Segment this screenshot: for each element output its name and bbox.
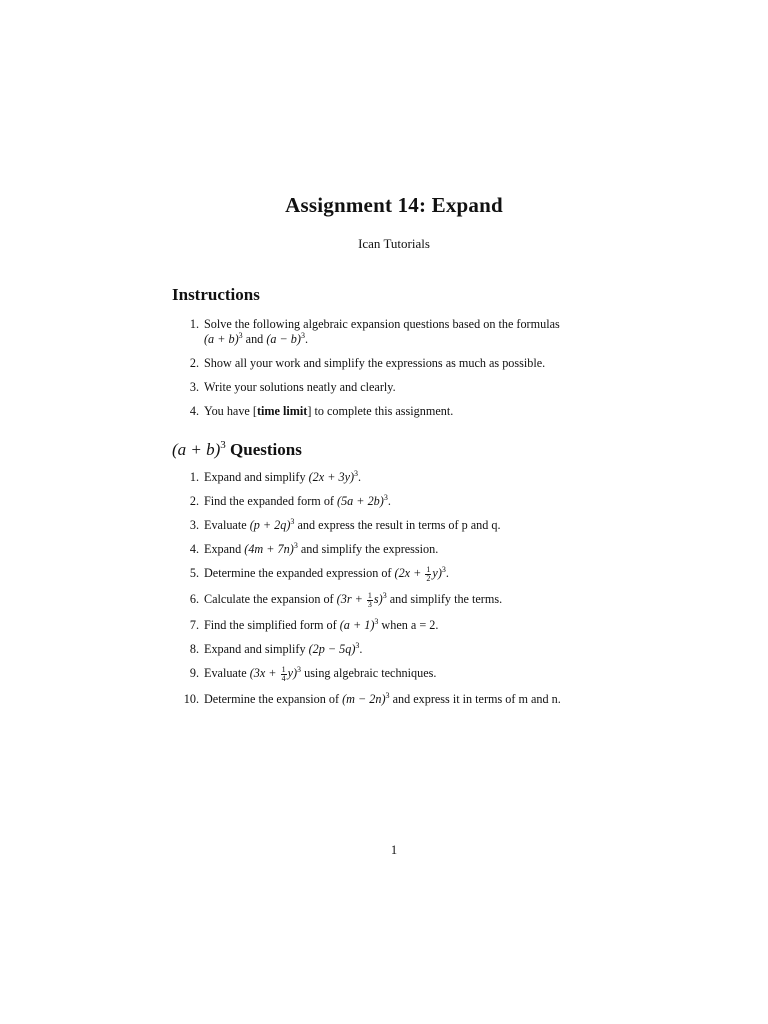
page-number: 1 <box>390 843 398 857</box>
questions-list <box>172 470 622 707</box>
fraction: $\frac{1}{3}$ <box>367 591 372 609</box>
instructions-heading: Instructions <box>172 285 260 304</box>
list-item: 6. Calculate the expansion of (3r + $\frac{1}{3}$ s)$^3$ and simplify the terms. <box>189 591 503 609</box>
fraction: $\frac{1}{2}$ <box>426 565 431 583</box>
list-item: 5. Determine the expanded expression of (2x + $\frac{1}{2}$ y)$^3$. <box>189 565 449 583</box>
list-item: 3. Write your solutions neatly and clearly. <box>189 380 396 394</box>
list-item: 9. Evaluate (3x + $\frac{1}{4}$ y)$^3$ using algebraic techniques. <box>189 665 437 683</box>
list-item: 1. Solve the following algebraic expansion questions based on the formulas $(a + b)^3$ and $(a - b)^3$. <box>189 317 560 346</box>
list-item: 10. Determine the expansion of $(m - 2n)^3$ and express it in terms of m and n. <box>183 691 561 706</box>
questions-heading: $(a + b)^3$ Questions <box>172 439 302 459</box>
list-item: 4. You have [time limit] to complete this assignment. <box>189 404 454 418</box>
document-author: Ican Tutorials <box>358 236 430 251</box>
list-item: 3. Evaluate $(p + 2q)^3$ and express the result in terms of p and q. <box>189 517 501 532</box>
list-item: 4. Expand $(4m + 7n)^3$ and simplify the expression. <box>189 541 439 556</box>
fraction: $\frac{1}{4}$ <box>281 665 286 683</box>
document-title: Assignment 14: Expand <box>285 193 503 217</box>
instructions-list <box>172 317 622 419</box>
list-item: 1. Expand and simplify $(2x + 3y)^3$. <box>189 469 362 484</box>
list-item: 2. Show all your work and simplify the expressions as much as possible. <box>189 356 546 370</box>
list-item: 7. Find the simplified form of $(a + 1)^3$ when a = 2. <box>189 617 439 632</box>
list-item: 8. Expand and simplify $(2p - 5q)^3$. <box>189 641 363 656</box>
list-item: 2. Find the expanded form of $(5a + 2b)^3$. <box>189 493 391 508</box>
